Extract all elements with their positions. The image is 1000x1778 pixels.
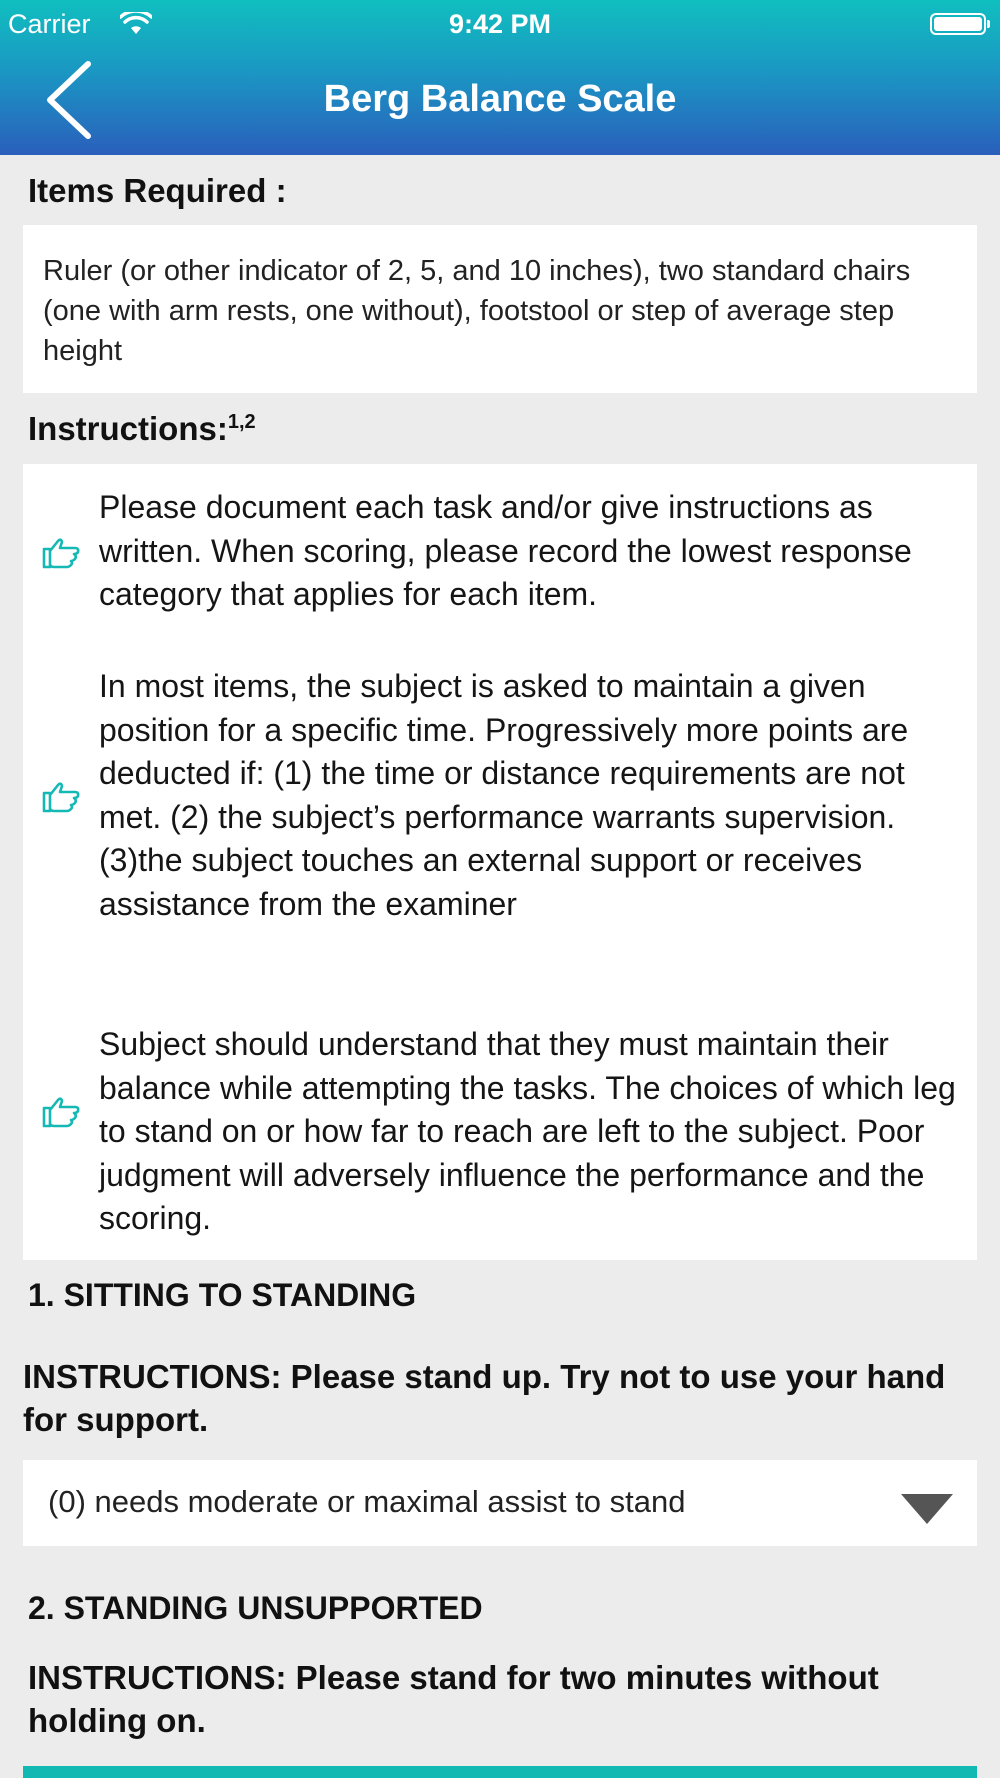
next-dropdown-edge[interactable] — [23, 1766, 977, 1778]
status-time: 9:42 PM — [448, 9, 552, 39]
instruction-text: Please document each task and/or give instructions as written. When scoring, please record the lowest response category that applies for each item. — [99, 489, 912, 612]
hand-pointer-icon — [41, 536, 81, 570]
hand-pointer-icon — [41, 780, 81, 814]
items-required-card — [23, 225, 977, 393]
caret-down-icon — [901, 1494, 953, 1524]
instructions-superscript: 1,2 — [227, 411, 256, 433]
items-required-text: Ruler (or other indicator of 2, 5, and 10 inches), two standard chairs (one with arm rests, one without), footstool or step of average step height — [43, 255, 911, 367]
hand-pointer-icon — [41, 1095, 81, 1129]
status-bar — [0, 0, 1000, 50]
carrier-label: Carrier — [8, 9, 91, 39]
items-required-label: Items Required : — [28, 172, 287, 209]
score-dropdown-value: (0) needs moderate or maximal assist to stand — [48, 1484, 686, 1519]
score-dropdown[interactable] — [23, 1460, 977, 1546]
instructions-label-text: Instructions: — [28, 410, 228, 447]
instruction-text: Subject should understand that they must maintain their balance while attempting the tasks. The choices of which leg to stand on or how far to reach are left to the subject. Poor judgment will adversely influence the performance and the scoring. — [99, 1026, 956, 1236]
instruction-text: In most items, the subject is asked to maintain a given position for a specific time. Progressively more points are deducted if: (1) the time or distance requirements are not met. (2) the subject’s performance warrants supervision. (3)the subject touches an external support or receives assistance from the examiner — [99, 668, 909, 922]
task-instructions: INSTRUCTIONS: Please stand for two minutes without holding on. — [28, 1659, 879, 1739]
instructions-card — [23, 464, 977, 1260]
page-title: Berg Balance Scale — [323, 78, 677, 120]
battery-icon — [930, 13, 986, 35]
task-heading: 2. STANDING UNSUPPORTED — [28, 1590, 483, 1626]
instructions-label — [28, 410, 256, 448]
task-heading: 1. SITTING TO STANDING — [28, 1277, 417, 1313]
app-header — [0, 0, 1000, 155]
task-instructions: INSTRUCTIONS: Please stand up. Try not to use your hand for support. — [23, 1358, 946, 1438]
